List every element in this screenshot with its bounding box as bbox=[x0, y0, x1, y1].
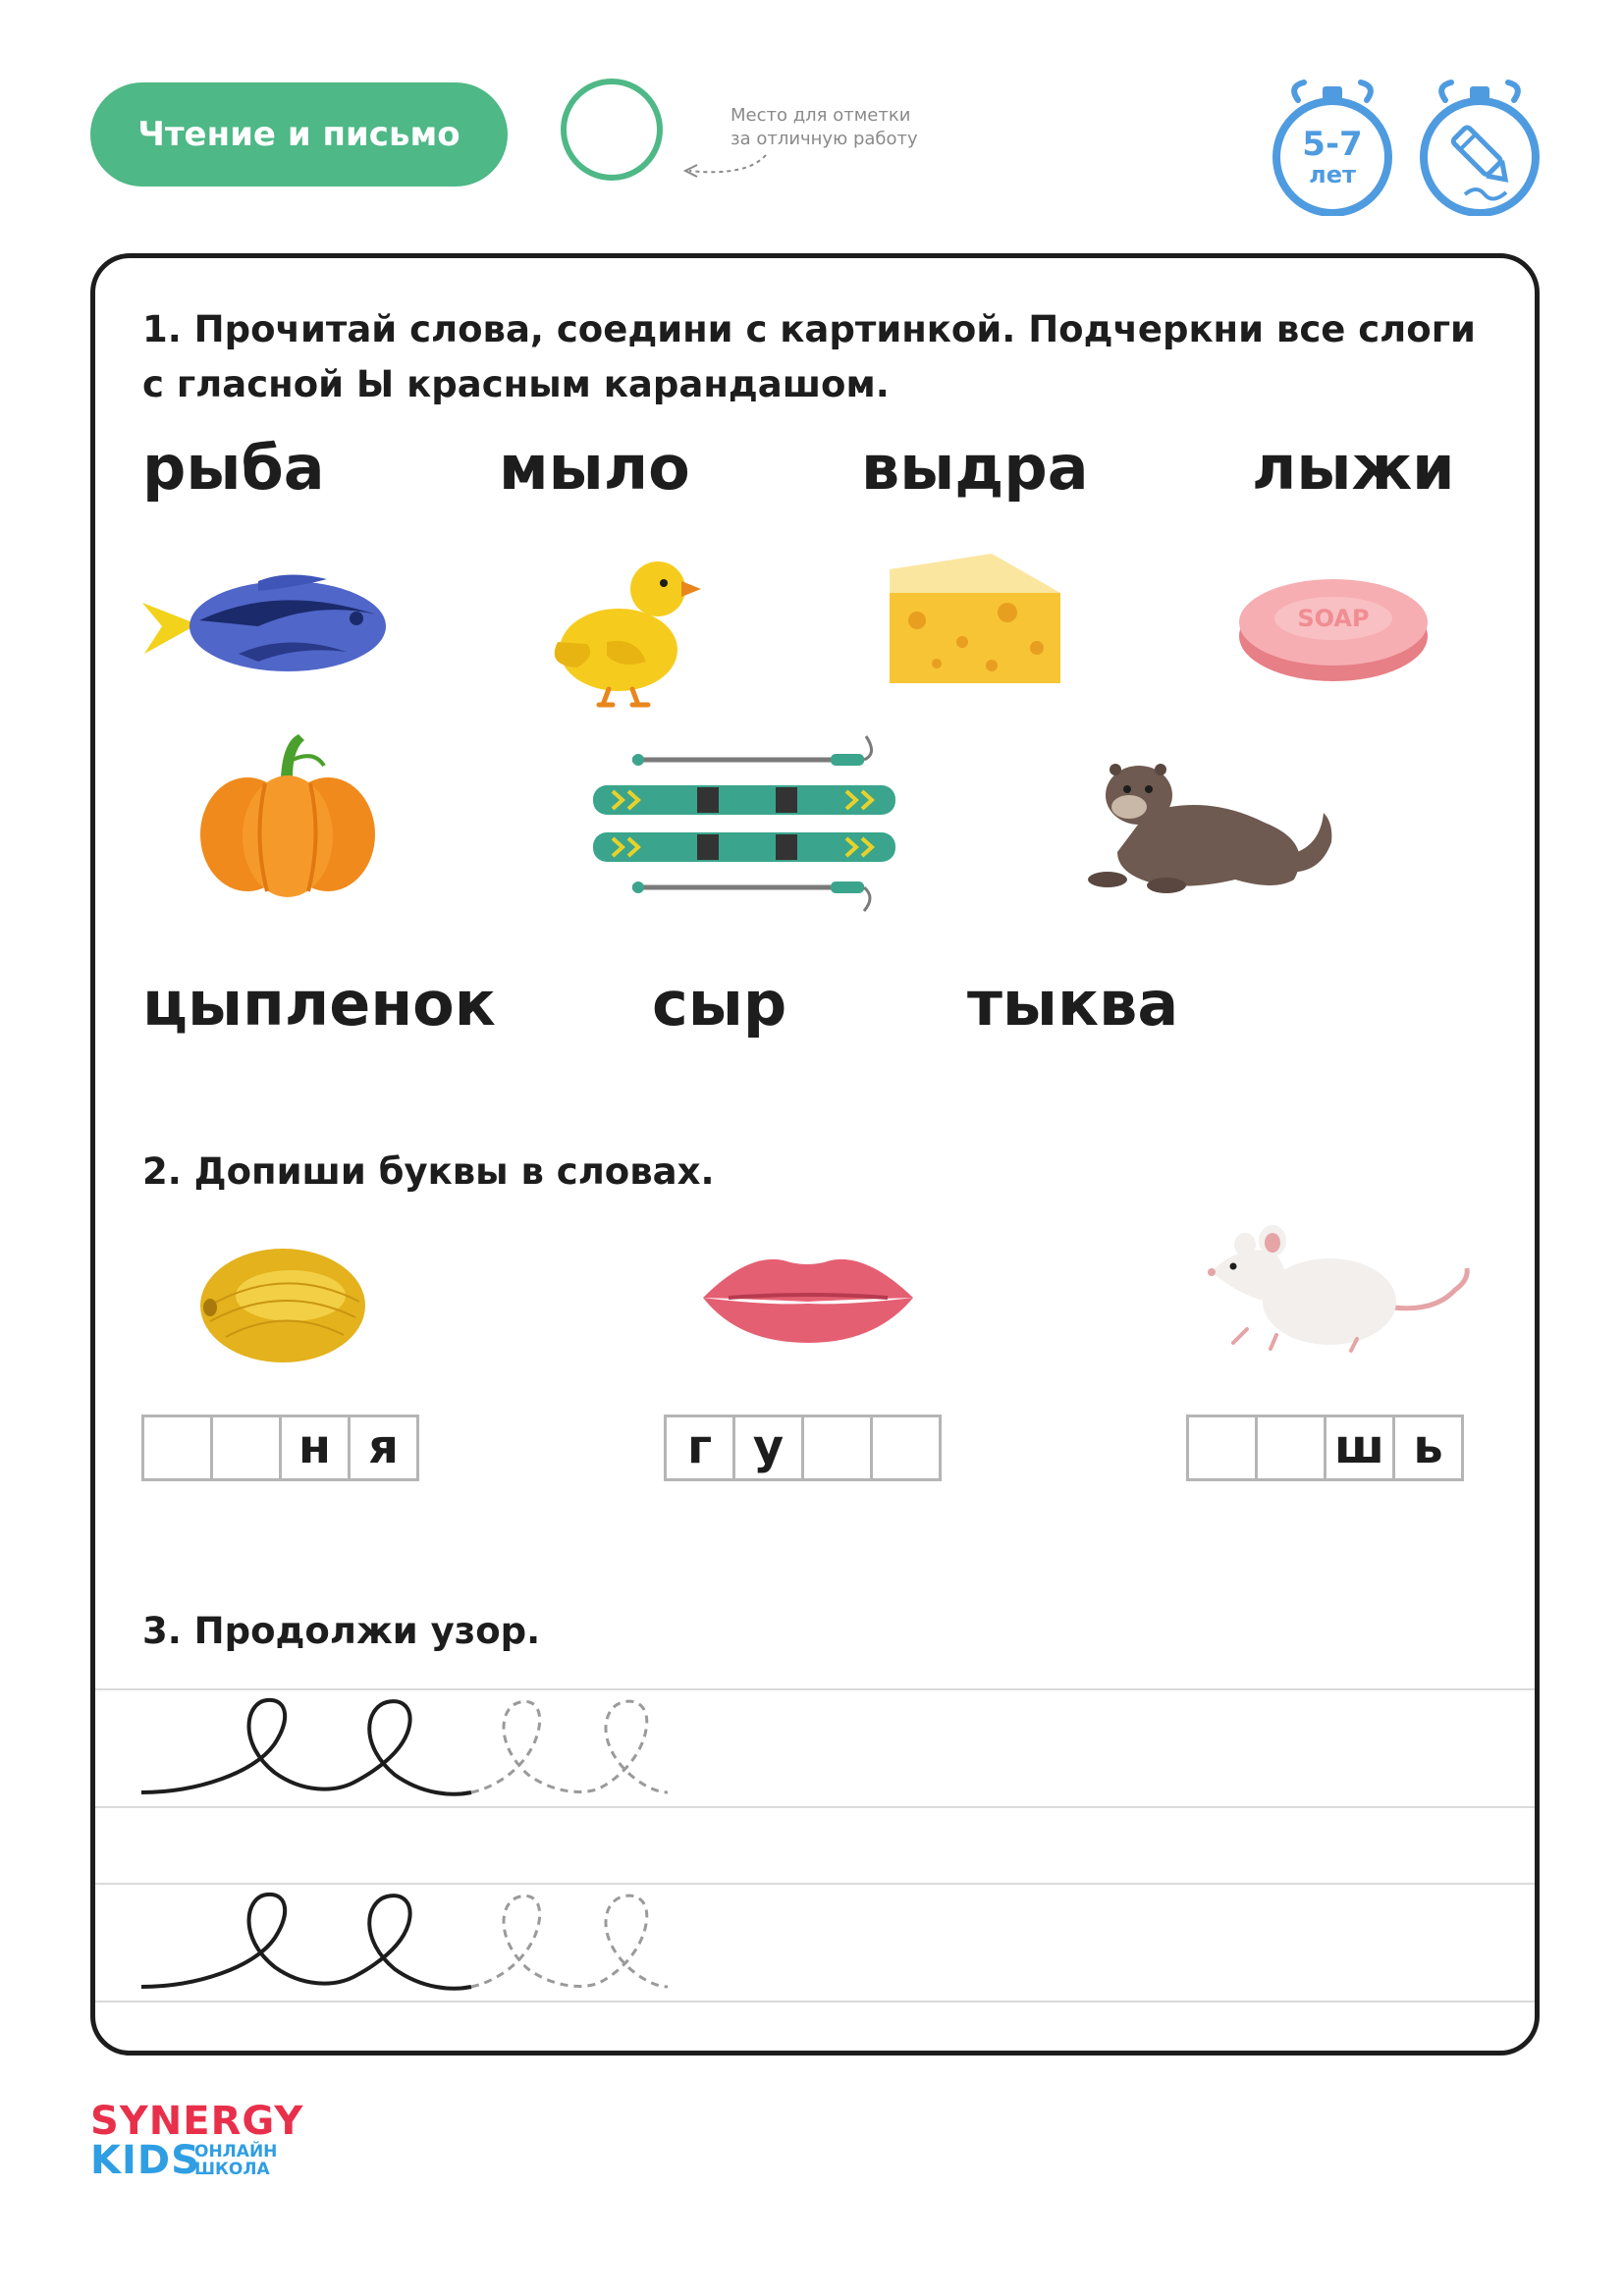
logo-subtitle bbox=[194, 2143, 277, 2178]
word-cells-melon bbox=[141, 1415, 419, 1483]
writing-badge bbox=[1416, 79, 1543, 216]
mouse-icon bbox=[1204, 1221, 1475, 1355]
age-range: 5-7 bbox=[1302, 125, 1363, 164]
letter-cell[interactable] bbox=[141, 1415, 213, 1481]
word-cells-lips bbox=[664, 1415, 942, 1483]
task1-title bbox=[142, 302, 1476, 412]
word-cheese: сыр bbox=[652, 968, 787, 1040]
chick-icon bbox=[538, 548, 703, 713]
letter-cell[interactable] bbox=[801, 1415, 873, 1481]
cheese-icon bbox=[884, 550, 1064, 687]
guide-line bbox=[95, 1883, 1535, 1885]
skis-icon bbox=[589, 730, 899, 917]
soap-label: SOAP bbox=[1297, 605, 1370, 632]
task1-title-line1: 1. Прочитай слова, соедини с картинкой. Подчеркни все слоги bbox=[142, 308, 1476, 350]
letter-cell[interactable] bbox=[1186, 1415, 1258, 1481]
word-chick: цыпленок bbox=[142, 968, 496, 1040]
guide-line bbox=[95, 1688, 1535, 1690]
pumpkin-icon bbox=[196, 730, 379, 899]
logo-kids: KIDS bbox=[90, 2138, 200, 2183]
loop-pattern-1[interactable] bbox=[137, 1694, 668, 1804]
guide-line bbox=[95, 1806, 1535, 1808]
letter-cell[interactable] bbox=[210, 1415, 282, 1481]
logo-sub-line1: ОНЛАЙН bbox=[194, 2142, 278, 2162]
word-pumpkin: тыква bbox=[967, 968, 1179, 1040]
letter-cell: г bbox=[664, 1415, 735, 1481]
letter-cell: ь bbox=[1392, 1415, 1464, 1481]
mark-note-line1: Место для отметки bbox=[731, 105, 911, 126]
word-skis: лыжи bbox=[1252, 432, 1455, 504]
mark-circle bbox=[561, 79, 663, 181]
task3-title: 3. Продолжи узор. bbox=[142, 1610, 541, 1652]
task2-title: 2. Допиши буквы в словах. bbox=[142, 1150, 715, 1193]
arrow-icon bbox=[677, 147, 776, 187]
letter-cell: ш bbox=[1324, 1415, 1395, 1481]
melon-icon bbox=[196, 1243, 369, 1368]
logo-synergy: SYNERGY bbox=[90, 2099, 304, 2144]
subject-badge: Чтение и письмо bbox=[90, 82, 508, 187]
guide-line bbox=[95, 2001, 1535, 2002]
word-fish: рыба bbox=[142, 432, 325, 504]
otter-icon bbox=[1088, 754, 1339, 901]
mark-note-line2: за отличную работу bbox=[731, 129, 918, 149]
mark-note bbox=[731, 104, 918, 151]
lips-icon bbox=[699, 1247, 917, 1349]
letter-cell[interactable] bbox=[1255, 1415, 1326, 1481]
logo-sub-line2: ШКОЛА bbox=[194, 2160, 270, 2179]
fish-icon bbox=[140, 563, 392, 691]
pencil-timer-icon bbox=[1416, 79, 1543, 216]
age-badge bbox=[1269, 79, 1396, 216]
loop-pattern-2[interactable] bbox=[137, 1889, 668, 1999]
soap-icon bbox=[1235, 571, 1432, 685]
letter-cell: у bbox=[732, 1415, 804, 1481]
task1-title-line2: с гласной Ы красным карандашом. bbox=[142, 363, 890, 405]
letter-cell[interactable] bbox=[870, 1415, 942, 1481]
age-unit: лет bbox=[1309, 161, 1356, 188]
word-otter: выдра bbox=[861, 432, 1089, 504]
word-soap: мыло bbox=[499, 432, 690, 504]
letter-cell: н bbox=[279, 1415, 351, 1481]
word-cells-mouse bbox=[1186, 1415, 1464, 1483]
letter-cell: я bbox=[348, 1415, 419, 1481]
